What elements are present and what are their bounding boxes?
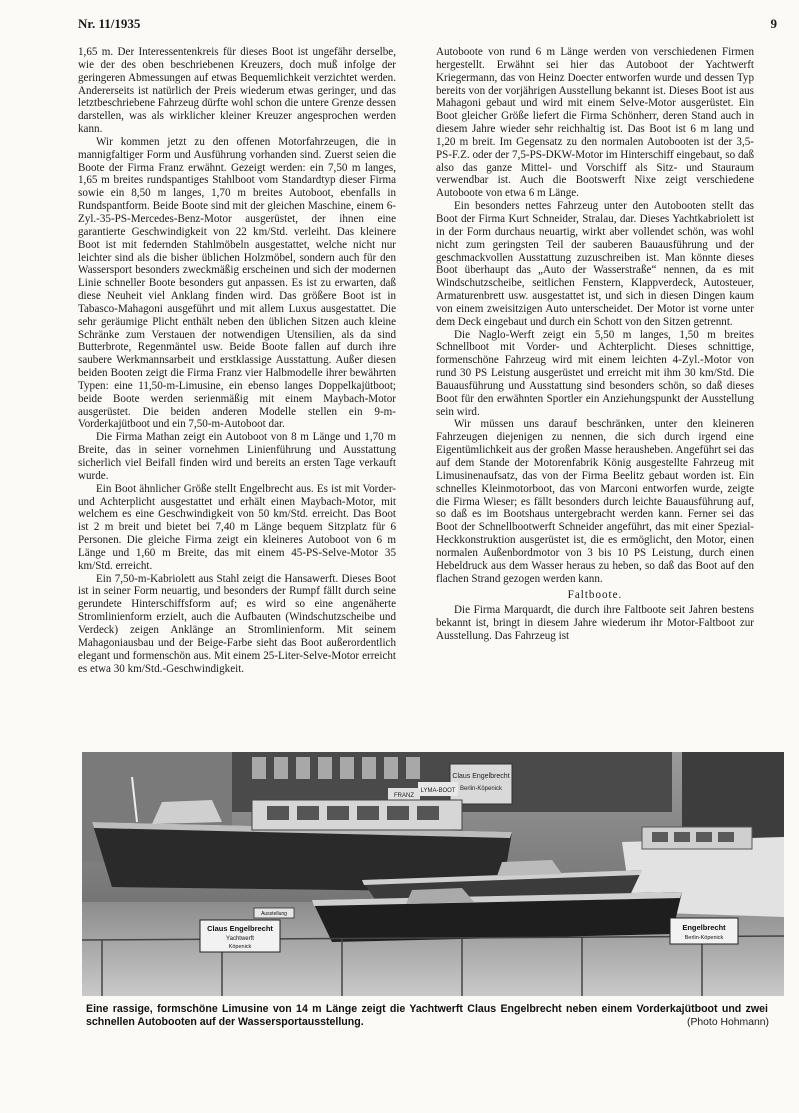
- photo-caption: Eine rassige, formschöne Limusine von 14 m Länge zeigt die Yachtwerft Claus Engelbrecht neben einem Vorderkajütboot und zwei schnellen Autobooten auf der Wassersportausstellung.: [86, 1003, 768, 1028]
- paragraph: Ein 7,50-m-Kabriolett aus Stahl zeigt die Hansawerft. Dieses Boot ist in seiner Form neuartig, und besonders der Rumpf fällt durch seine gerundete Hinterschiffsform auf; es wird so eine angenäherte Stromlinienform erzielt, auch die Aufbauten (Windschutzscheibe und Verdeck) zeigen Anklänge an Stromlinienform. Mit seinem Mahagoniausbau und der Beige-Farbe sieht das Boot außerordentlich elegant und formenschön aus. Mit einem 25-Liter-Selve-Motor erreicht es etwa 30 km/Std.-Geschwindigkeit.: [78, 572, 396, 675]
- banner-text: Claus Engelbrecht: [452, 773, 510, 780]
- photo-credit: (Photo Hohmann): [686, 1017, 769, 1028]
- boat-show-illustration: [82, 752, 784, 996]
- small-sign: Ausstellung: [261, 911, 287, 917]
- section-heading-faltboote: Faltboote.: [567, 589, 623, 602]
- exhibition-photo: [82, 752, 784, 996]
- right-column: [436, 46, 754, 643]
- banner-subtext: Berlin-Köpenick: [459, 786, 503, 792]
- paragraph: Die Firma Mathan zeigt ein Autoboot von 8 m Länge und 1,70 m Breite, das in seiner vornehmen Linienführung und Ausstattung sicherlich viel Beifall finden wird und bereits an ersten Tage verkauft wurde.: [78, 431, 396, 482]
- paragraph: Wir müssen uns darauf beschränken, unter den kleineren Fahrzeugen diejenigen zu nennen, die sich durch irgend eine Eigentümlichkeit aus der großen Masse herausheben. Angeführt sei das auf dem Stande der Motorenfabrik König ausgestellte Fahrzeug mit Limusinenaufsatz, das von der Firma Beelitz gebaut worden ist. Ein schnelles Kleinmotorboot, das von Marconi entworfen wurde, zeigte die Firma Wieser; es fällt besonders durch leichte Bauausführung auf, so daß es im Bootshaus untergebracht werden kann. Ferner sei das Boot der Schnellbootwerft Schneider angeführt, das mit einer Spezial-Heckkonstruktion ausgerüstet ist, die es ermöglicht, den Motor, einen normalen Außenbordmotor von 3 bis 10 PS Leistung, durch einen Hebeldruck aus dem Wasser heraus zu heben, so daß das Boot auf den flachen Strand gezogen werden kann.: [436, 418, 754, 585]
- paragraph: Autoboote von rund 6 m Länge werden von verschiedenen Firmen hergestellt. Erwähnt sei hier das Autoboot der Yachtwerft Kriegermann, das von Heinz Doecter entworfen wurde und dessen Typ bereits von der vorjährigen Ausstellung bekannt ist. Dieses Boot ist aus Mahagoni gebaut und wird mit einem Selve-Motor ausgerüstet. Ein Boot gleicher Größe liefert die Firma Schönherr, deren Stand auch in diesem Jahre wieder sehr reichhaltig ist. Das Boot ist 6 m lang und 1,20 m breit. Im Gegensatz zu den normalen Autobooten ist der 3,5-PS-F.Z. oder der 7,5-PS-DKW-Motor im Hinterschiff eingebaut, so daß also das ganze Mittel- und Vorschiff als Sitz- und Stauraum verwendbar ist. Auch die Bootswerft Nixe zeigt verschiedene Autoboote von etwa 6 m Länge.: [436, 46, 754, 200]
- paragraph: Ein besonders nettes Fahrzeug unter den Autobooten stellt das Boot der Firma Kurt Schneider, Stralau, dar. Dieses Yachtkabriolett ist in der Form durchaus neuartig, wirkt aber vollendet schön, was wohl nicht zum geringsten Teil der sauberen Bauausführung und der geschmackvollen Ausstattung zuzuschreiben ist. Man könnte dieses Boot überhaupt das „Auto der Wasserstraße“ nennen, da es mit Windschutzscheibe, seitlichen Fenstern, Klappverdeck, Autosteuer, Armaturenbrett usw. ausgestattet ist, und sich in diesen Dingen kaum von einem zweisitzigen Auto unterscheidet. Der Motor ist vorne unter dem Deck eingebaut und durch ein Schott von den Sitzen getrennt.: [436, 200, 754, 328]
- page-number: 9: [770, 16, 777, 31]
- left-column: [78, 46, 396, 675]
- franz-sign: FRANZ: [394, 793, 414, 799]
- right-sign-title: Engelbrecht: [682, 923, 726, 932]
- issue-number: Nr. 11/1935: [78, 16, 141, 31]
- paragraph: Ein Boot ähnlicher Größe stellt Engelbrecht aus. Es ist mit Vorder- und Achterplicht ausgestattet und erhält einen Maybach-Motor, mit welchem es eine Geschwindigkeit von 50 km/Std. erreicht. Das Boot ist 2 m breit und bietet bei 7,40 m Länge bequem Sitzplatz für 6 Personen. Die gleiche Firma zeigt ein kleineres Autoboot von 6 m Länge und 1,60 m Breite, das mit einem 45-PS-Selve-Motor 35 km/Std. erreicht.: [78, 482, 396, 572]
- paragraph: Die Naglo-Werft zeigt ein 5,50 m langes, 1,50 m breites Schnellboot mit Vorder- und Achterplicht. Dieses schnittige, formenschöne Fahrzeug wird mit einem leichten 4-Zyl.-Motor von rund 30 PS Leistung ausgerüstet und erreicht mit ihm 30 km/Std. Die Bauausführung und Ausstattung sind besonders schön, so daß dieses Boot für den erwähnten Sportler ein Anziehungspunkt der Ausstellung sein wird.: [436, 328, 754, 418]
- main-sign-sub: Yachtwerft: [226, 936, 254, 942]
- page-header: [78, 16, 777, 36]
- paragraph: Die Firma Marquardt, die durch ihre Faltboote seit Jahren bestens bekannt ist, bringt in diesem Jahre wiederum ihr Motor-Faltboot zur Ausstellung. Das Fahrzeug ist: [436, 604, 754, 642]
- paragraph: Wir kommen jetzt zu den offenen Motorfahrzeugen, die in mannigfaltiger Form und Ausführung vorhanden sind. Zuerst seien die Boote der Firma Franz erwähnt. Gezeigt werden: ein 7,50 m langes, 1,65 m breites rundspantiges Stahlboot vom Standardtyp dieser Firma sowie ein 8,50 m langes, 1,70 m breites Autoboot, ebenfalls in Rundspantform. Beide Boote sind mit der gleichen Maschine, einem 6-Zyl.-35-PS-Mercedes-Benz-Motor ausgerüstet, der ihnen eine garantierte Geschwindigkeit von 22 km/Std. verleiht. Das kleinere Boot ist mit federnden Stahlmöbeln ausgestattet, welche nicht nur leichter sind als die bisher üblichen Holzmöbel, sondern auch für den Wassersport besonders zweckmäßig erscheinen und sich der modernen Linie schneller Boote besonders gut anpassen. Es ist zu erwarten, daß diese Neuheit viel Anklang finden wird. Das größere Boot ist in Tabasco-Mahagoni ausgeführt und mit allem Luxus ausgestattet. Die sehr geräumige Plicht enthält neben den üblichen Sitzen auch kleine Schränke zum Verstauen der notwendigen Utensilien, als da sind Butterbrote, Regenmäntel usw. Beide Boote fallen auf durch ihre saubere Werkmannsarbeit und erstklassige Ausstattung. Außer diesen beiden Booten zeigt die Firma Franz vier Halbmodelle ihrer bewährten Typen: eine 11,50-m-Limusine, ein ebenso langes Doppelkajütboot; beide Boote werden serienmäßig mit einem Maybach-Motor ausgerüstet. Die beiden anderen Modelle stellen ein 9-m-Vorderkajütboot und ein 7,50-m-Autoboot dar.: [78, 135, 396, 431]
- paragraph: 1,65 m. Der Interessentenkreis für dieses Boot ist ungefähr derselbe, wie der des oben beschriebenen Kreuzers, doch muß infolge der geringeren Abmessungen auf etwas Bequemlichkeit verzichtet werden. Andererseits ist natürlich der Preis wiederum etwas geringer, und das letztbeschriebene Fahrzeug dürfte wohl schon die untere Grenze dessen darstellen, was als wirklicher kleiner Kreuzer angesprochen werden kann.: [78, 46, 396, 136]
- lyma-sign: LYMA-BOOT: [420, 788, 456, 794]
- right-sign-sub: Berlin-Köpenick: [684, 935, 724, 941]
- main-sign-title: Claus Engelbrecht: [207, 924, 273, 933]
- main-sign-place: Köpenick: [228, 944, 252, 950]
